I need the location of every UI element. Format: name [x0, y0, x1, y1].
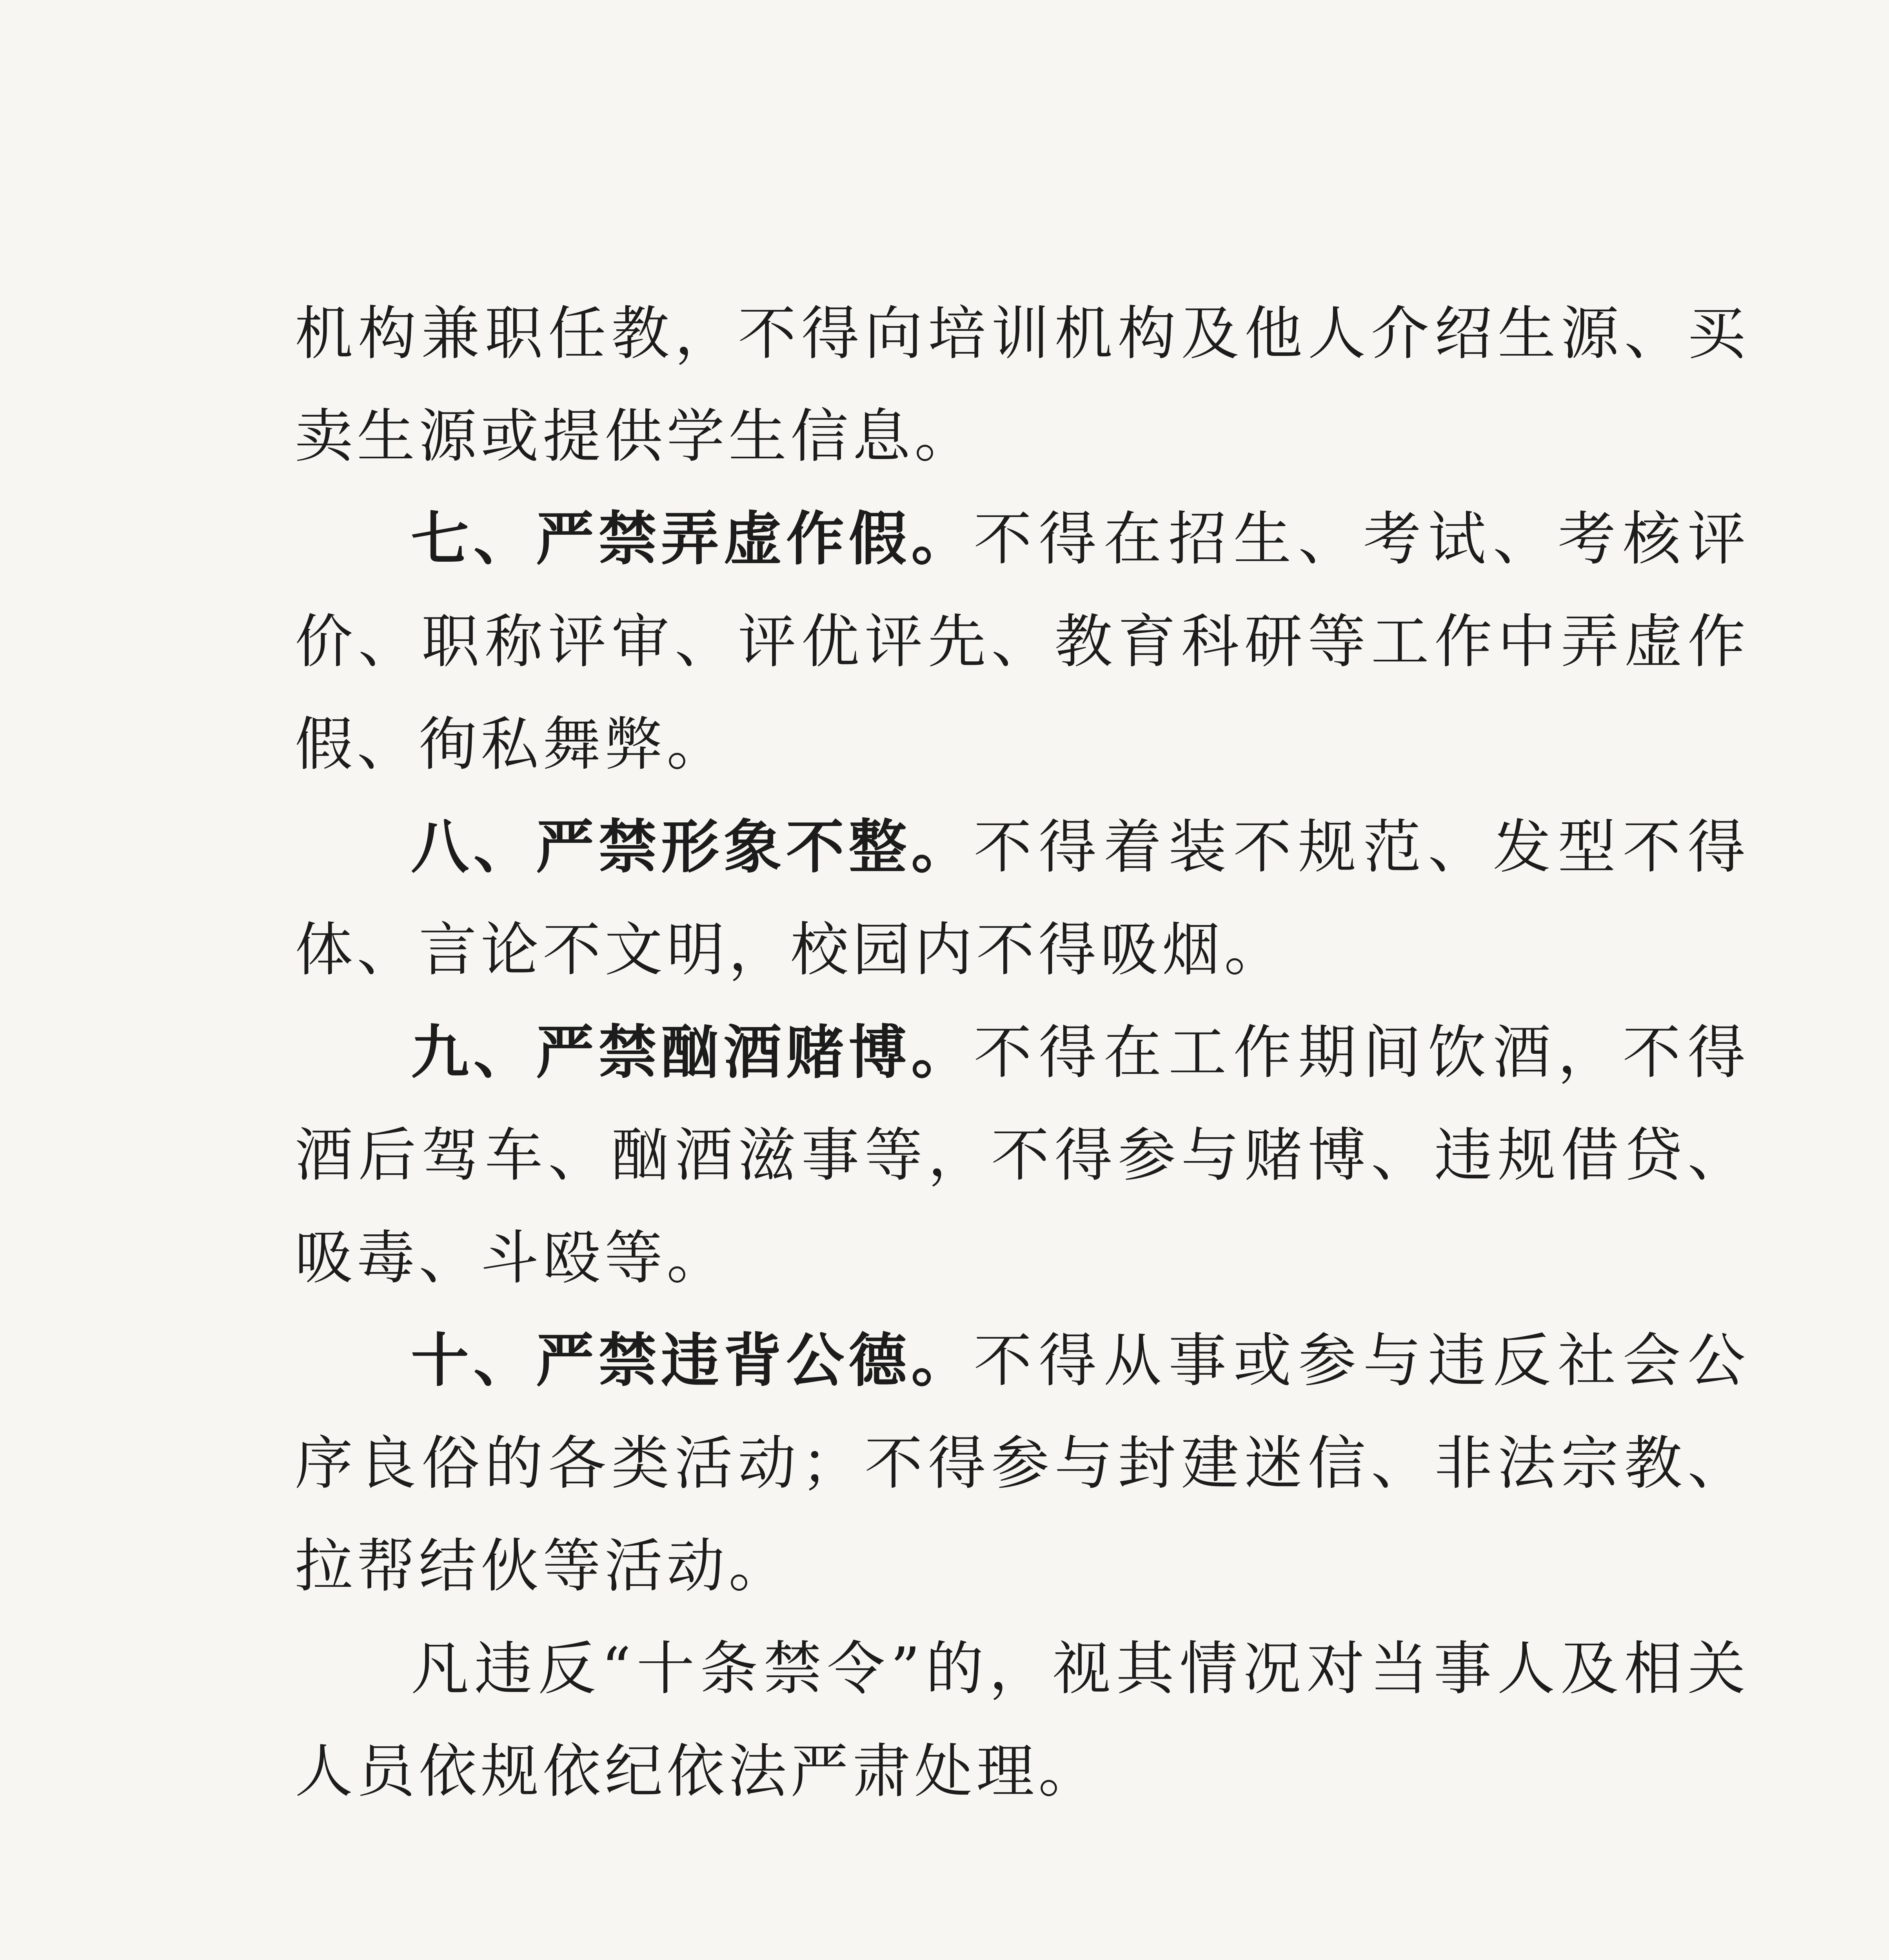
paragraph-4: [295, 1001, 1749, 1309]
paragraph-1-text: 机构兼职任教，不得向培训机构及他人介绍生源、买卖生源或提供学生信息。: [295, 300, 1749, 470]
paragraph-2: [295, 488, 1749, 796]
paragraph-6: [295, 1617, 1749, 1823]
paragraph-5-text: 不得从事或参与违反社会公序良俗的各类活动；不得参与封建迷信、非法宗教、拉帮结伙等活动。: [295, 1327, 1749, 1600]
paragraph-4-lead: 九、严禁酗酒赌博。: [411, 1019, 974, 1086]
paragraph-2-lead: 七、严禁弄虚作假。: [411, 505, 974, 573]
paragraph-1: [295, 282, 1749, 488]
paragraph-4-text: 不得在工作期间饮酒，不得酒后驾车、酗酒滋事等，不得参与赌博、违规借贷、吸毒、斗殴等。: [295, 1019, 1749, 1292]
document-body: [295, 282, 1749, 1823]
paragraph-2-text: 不得在招生、考试、考核评价、职称评审、评优评先、教育科研等工作中弄虚作假、徇私舞弊。: [295, 505, 1749, 778]
paragraph-6-text: 凡违反“十条禁令”的，视其情况对当事人及相关人员依规依纪依法严肃处理。: [295, 1635, 1749, 1805]
paragraph-3-text: 不得着装不规范、发型不得体、言论不文明，校园内不得吸烟。: [295, 813, 1749, 984]
paragraph-5-lead: 十、严禁违背公德。: [411, 1327, 974, 1394]
paragraph-5: [295, 1309, 1749, 1617]
paragraph-3: [295, 796, 1749, 1001]
paragraph-3-lead: 八、严禁形象不整。: [411, 813, 974, 881]
